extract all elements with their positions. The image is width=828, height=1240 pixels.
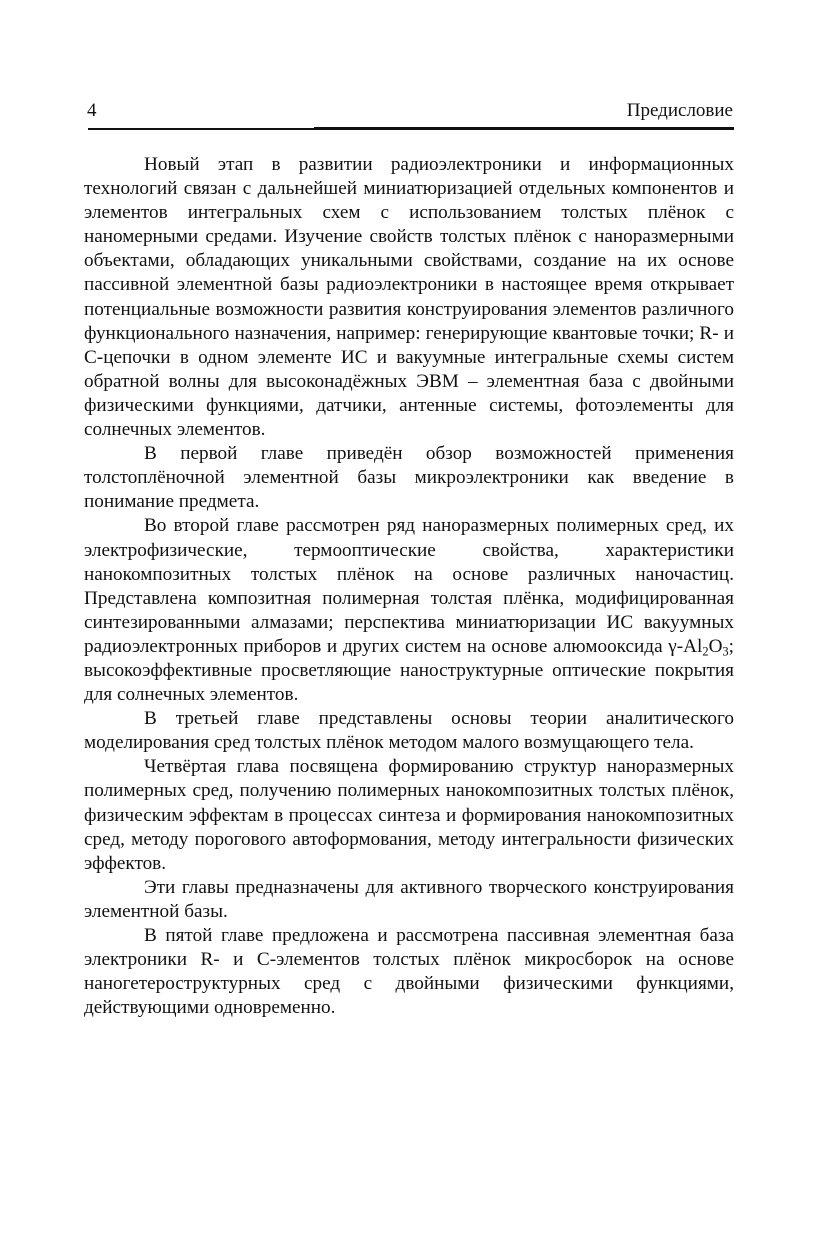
running-title: Предисловие bbox=[626, 100, 733, 121]
subscript-2: 2 bbox=[702, 644, 709, 659]
paragraph-chapters-purpose: Эти главы предназначены для активного творческого конструирования элементной базы. bbox=[84, 876, 734, 922]
paragraph-chapter-2-tail: ; высокоэффективные просветляющие наноструктурные оптические покрытия для солнечных элементов. bbox=[84, 635, 734, 706]
paragraph-intro: Новый этап в развитии радиоэлектроники и информационных технологий связан с дальнейшей миниатюризацией отдельных компонентов и элементов интегральных схем с использованием толстых плёнок с наномерными средами. Изучение свойств толстых плёнок с наноразмерными объектами, обладающих уникальными свойствами, создание на их основе пассивной элементной базы радиоэлектроники в настоящее время открывает потенциальные возможности развития конструирования элементов различного функционального назначения, например: генерирующие квантовые точки; R- и С-цепочки в одном элементе ИС и вакуумные интегральные схемы систем обратной волны для высоконадёжных ЭВМ – элементная база с двойными физическими функциями, датчики, антенные системы, фотоэлементы для солнечных элементов. bbox=[84, 154, 734, 441]
paragraph-chapter-3: В третьей главе представлены основы теории аналитического моделирования сред толстых плёнок методом малого возмущающего тела. bbox=[84, 708, 734, 754]
paragraph-chapter-5: В пятой главе предложена и рассмотрена пассивная элементная база электроники R- и С-элементов толстых плёнок микросборок на основе наногетероструктурных сред с двойными физическими функциями, действующими одновременно. bbox=[84, 925, 734, 1019]
page-header bbox=[87, 100, 733, 126]
page-number: 4 bbox=[87, 100, 97, 121]
body-text bbox=[84, 153, 734, 1020]
formula-o: O bbox=[708, 635, 723, 657]
header-rule-thick bbox=[314, 127, 734, 130]
paragraph-chapter-2-text: Во второй главе рассмотрен ряд наноразмерных полимерных сред, их электрофизические, термооптические свойства, характеристики нанокомпозитных толстых плёнок на основе различных наночастиц. Представлена композитная полимерная толстая плёнка, модифицированная синтезированными алмазами; перспектива миниатюризации ИС вакуумных радиоэлектронных приборов и других систем на основе алюмооксида γ-Al bbox=[84, 515, 734, 657]
subscript-3: 3 bbox=[722, 644, 729, 659]
paragraph-chapter-4: Четвёртая глава посвящена формированию структур наноразмерных полимерных сред, получению полимерных нанокомпозитных толстых плёнок, физическим эффектам в процессах синтеза и формирования нанокомпозитных сред, методу порогового автоформования, методу интегральности физических эффектов. bbox=[84, 756, 734, 874]
paragraph-chapter-2 bbox=[84, 514, 734, 707]
paragraph-chapter-1: В первой главе приведён обзор возможностей применения толстоплёночной элементной базы микроэлектроники как введение в понимание предмета. bbox=[84, 443, 734, 513]
